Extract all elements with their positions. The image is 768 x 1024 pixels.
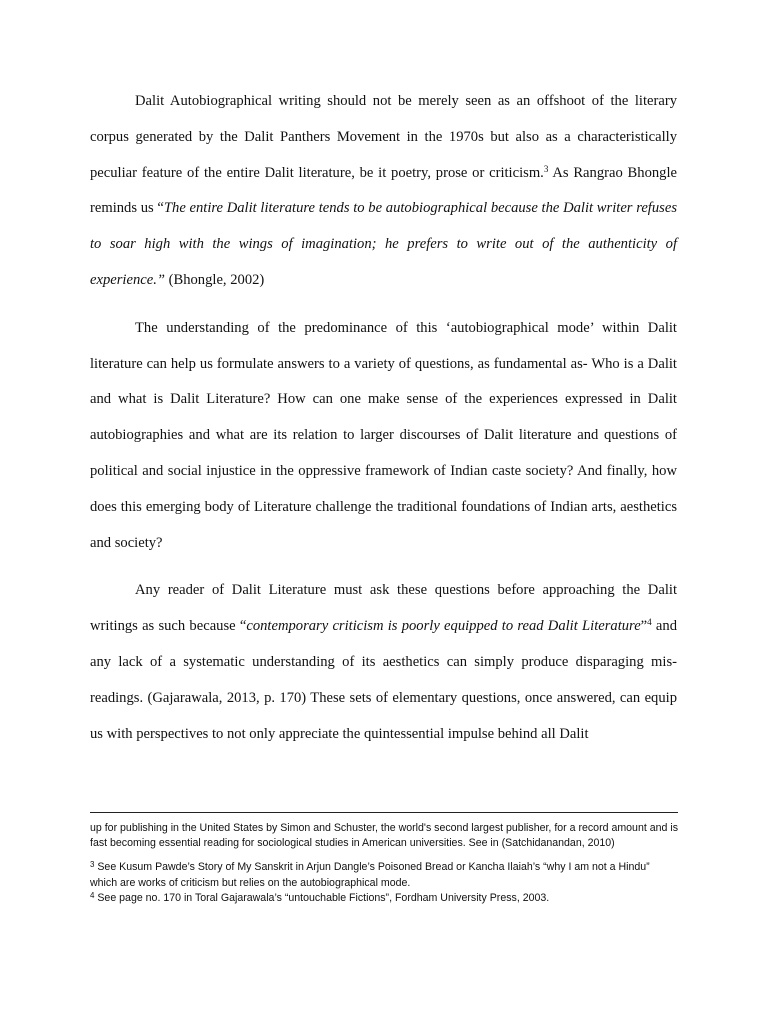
footnote-3 <box>90 860 678 890</box>
paragraph-3-text-cont: and any lack of a systematic understanding of its aesthetics can simply produce disparaging mis-readings. (Gajarawala, 2013, p. 170) These sets of elementary questions, once answered, can equip us with perspectives to not only appreciate the quintessential impulse behind all Dalit <box>90 618 677 742</box>
body-text <box>90 84 677 752</box>
bhongle-citation: (Bhongle, 2002) <box>164 271 265 288</box>
footnotes <box>90 821 678 906</box>
paragraph-1-text-cont: As Rangrao Bhongle reminds us “ <box>90 164 677 217</box>
footnote-4-mark: 4 <box>90 890 95 900</box>
paragraph-3-text: Any reader of Dalit Literature must ask these questions before approaching the Dalit writings as such because “ <box>90 582 677 635</box>
gajarawala-quote: contemporary criticism is poorly equipped to read Dalit Literature <box>246 618 641 635</box>
footnote-3-mark: 3 <box>90 860 95 870</box>
paragraph-2: The understanding of the predominance of this ‘autobiographical mode’ within Dalit literature can help us formulate answers to a variety of questions, as fundamental as- Who is a Dalit and what is Dalit Literature? How can one make sense of the experiences expressed in Dalit autobiographies and what are its relation to larger discourses of Dalit literature and questions of political and social injustice in the oppressive framework of Indian caste society? And finally, how does this emerging body of Literature challenge the traditional foundations of Indian arts, aesthetics and society? <box>90 319 677 551</box>
footnote-separator <box>90 812 678 813</box>
paragraph-1-text: Dalit Autobiographical writing should not be merely seen as an offshoot of the literary corpus generated by the Dalit Panthers Movement in the 1970s but also as a characteristically peculiar feature of the entire Dalit literature, be it poetry, prose or criticism. <box>90 93 677 181</box>
footnote-4 <box>90 891 678 906</box>
paragraph-1 <box>90 84 677 299</box>
footnote-ref-4: 4 <box>647 617 652 628</box>
paragraph-3 <box>90 573 677 752</box>
footnote-ref-3: 3 <box>543 163 549 174</box>
quote-close: ” <box>640 618 648 635</box>
footnote-4-text: See page no. 170 in Toral Gajarawala’s “untouchable Fictions”, Fordham University Press, 2003. <box>94 891 550 904</box>
bhongle-quote: The entire Dalit literature tends to be autobiographical because the Dalit writer refuses to soar high with the wings of imagination; he prefers to write out of the authenticity of experience.” <box>90 200 677 288</box>
footnote-continuation: up for publishing in the United States by Simon and Schuster, the world's second largest publisher, for a record amount and is fast becoming essential reading for sociological studies in American universities. See in (Satchidanandan, 2010) <box>90 822 678 850</box>
footnote-3-text: See Kusum Pawde’s Story of My Sanskrit in Arjun Dangle’s Poisoned Bread or Kancha Ilaiah’s “why I am not a Hindu” which are works of criticism but relies on the autobiographical mode. <box>90 861 650 889</box>
